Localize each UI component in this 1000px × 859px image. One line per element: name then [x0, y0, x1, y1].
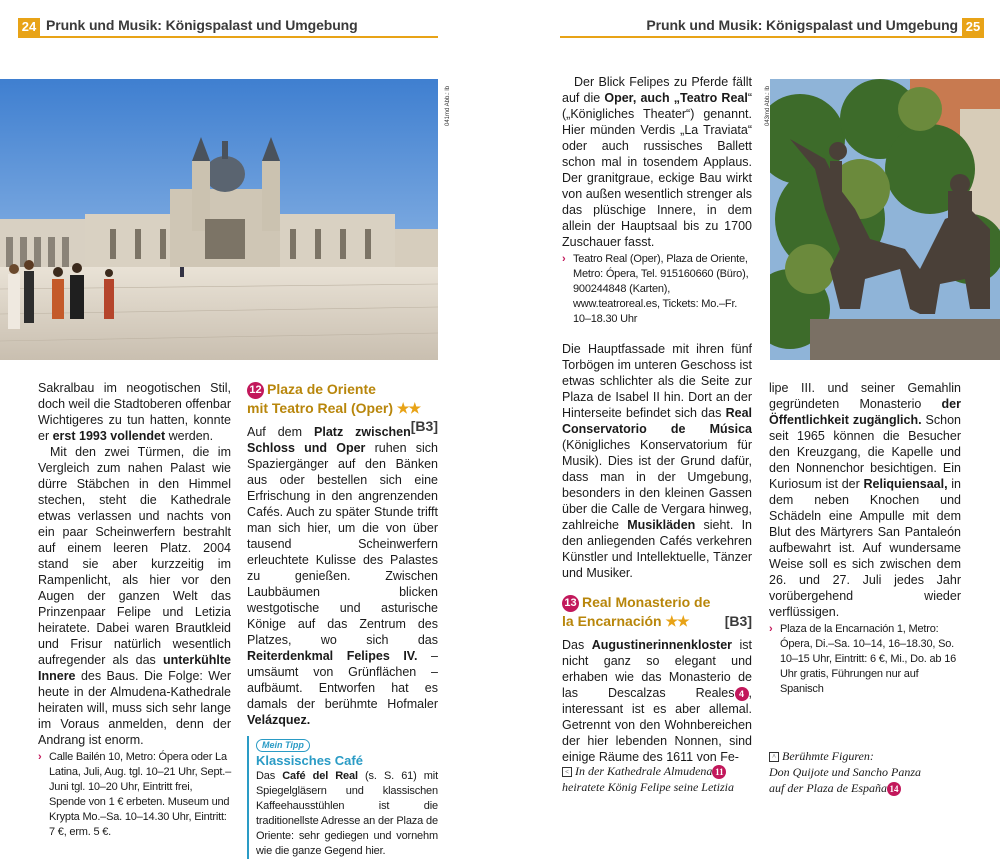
text-run: Sakralbau im neogotischen Stil, doch weil die Stadtoberen offenbar Wichtigeres zu tun hatten, konnte er — [38, 381, 231, 443]
bold-phrase: Musikläden — [627, 518, 696, 532]
paragraph-cathedral-intro — [38, 380, 231, 444]
map-pin-marker: 11 — [712, 765, 726, 779]
section-heading-13 — [562, 593, 752, 630]
text-run: lipe III. und seiner Gemahlin gegründeten Monasterio — [769, 381, 961, 411]
text-column-4 — [769, 380, 961, 697]
header-rule-left — [18, 36, 438, 38]
paragraph-encarnacion — [562, 637, 752, 765]
rating-stars: ★★ — [665, 613, 689, 629]
section-title-line2: la Encarnación — [562, 613, 662, 629]
text-run: Der Blick Felipes zu Pferde fällt auf die — [562, 75, 752, 105]
bold-phrase: Café del Real — [282, 770, 358, 782]
photo-credit-left: 041md Abb.: lb — [445, 85, 451, 126]
bold-phrase: unterkühlte Innere — [38, 653, 231, 683]
section-title-line1: Plaza de Oriente — [267, 381, 376, 397]
caption-statue-line3: auf der Plaza de España — [769, 781, 887, 795]
caption-statue-line1: Berühmte Figuren: — [782, 749, 874, 763]
photo-credit-right: 043md Abb.: lb — [765, 85, 771, 126]
info-cathedral — [38, 750, 231, 840]
text-run: Auf dem — [247, 425, 315, 439]
info-cathedral-text: Calle Bailén 10, Metro: Ópera oder La Latina, Juli, Aug. tgl. 10–21 Uhr, Sept.–Juni tgl. 10–20 Uhr, Eintritt frei, Spende von 1 € erbeten. Museum und Krypta Mo.–Sa. 10–14.30 Uhr, Eintritt: 7 €, erm. 5 €. — [49, 751, 231, 838]
map-pin-marker: 14 — [887, 782, 901, 796]
running-title-left: Prunk und Musik: Königspalast und Umgebung — [46, 17, 358, 33]
info-teatro-real — [562, 252, 752, 327]
tip-text — [256, 769, 438, 859]
text-run: – umsäumt von Grünflächen – aufbäumt. Entworfen hat es damals der berühmte Hofmaler — [247, 649, 438, 711]
text-run: Das — [562, 638, 592, 652]
paragraph-hauptfassade — [562, 341, 752, 581]
text-run: ist nicht ganz so elegant und erhaben wie das Monasterio de las Descalzas Reales — [562, 638, 752, 700]
bold-phrase: Platz zwischen Schloss und Oper — [247, 425, 411, 455]
section-number-badge: 12 — [247, 382, 264, 399]
caption-statue-line2: Don Quijote und Sancho Panza — [769, 765, 921, 779]
text-run: (s. S. 61) mit Spiegelgläsern und klassischen Kaffeehausstühlen ist die traditionellste Adresse an der Plaza de Oriente: sehr gediegen und vornehm wie die ganze Gegend hier. — [256, 770, 438, 857]
paragraph-cathedral-wedding — [38, 444, 231, 748]
info-teatro-real-text: Teatro Real (Oper), Plaza de Oriente, Metro: Ópera, Tel. 915160660 (Büro), 900244848 (Karten), www.teatroreal.es, Tickets: Mo.–Fr. 10–18.30 Uhr — [573, 253, 749, 325]
text-run: werden. — [165, 429, 214, 443]
text-column-2 — [247, 380, 438, 859]
caption-cathedral-line2: heiratete König Felipe seine Letizia — [562, 780, 734, 794]
text-column-3 — [562, 74, 752, 765]
section-title-line2: mit Teatro Real (Oper) — [247, 400, 393, 416]
info-arrow-icon: › — [769, 623, 773, 635]
tip-box — [247, 736, 438, 859]
caption-pointer-icon: < — [562, 767, 572, 777]
text-column-1 — [38, 380, 231, 840]
caption-cathedral-line1: In der Kathedrale Almudena — [575, 764, 713, 778]
tip-badge: Mein Tipp — [256, 739, 310, 752]
caption-cathedral — [562, 763, 757, 795]
text-run: Schon seit 1965 können die Besucher den Kreuzgang, die Kapelle und den Nonnenchor besichtigen. Ein Kuriosum ist der — [769, 413, 962, 491]
bold-phrase: Augustinerinnenkloster — [591, 638, 733, 652]
text-run: in dem neben Knochen und Schädeln eine Ampulle mit dem Blut des Märtyrers San Pantaleón aufbewahrt ist. Auf wundersame Weise soll es sich zwischen dem 26. und 27. Juli jedes Jahr vorübergehend wieder verflüssigen. — [769, 477, 962, 619]
caption-statue — [769, 748, 969, 796]
text-run: Mit den zwei Türmen, die im Vergleich zum nahen Palast wie dürre Stäbchen in den Himmel stechen, steht die Kathedrale etwas verlassen und nachts von ein paar Scheinwerfern bestrahlt auf einem leeren Platz. 2004 stand sie aber kurzzeitig im Rampenlicht, als hier vor den Augen der ganzen Welt das Prinzenpaar Felipe und Letizia heiratete. Dabei waren Brautkleid und Frisur natürlich wesentlich aufregender als das — [38, 445, 231, 667]
page-number-right: 25 — [962, 18, 984, 36]
bold-phrase: Velázquez. — [247, 713, 311, 727]
bold-phrase: der Öffentlichkeit zugänglich. — [769, 397, 961, 427]
paragraph-encarnacion-part2: , interessant ist es aber allemal. Getrennt von den Wohnbereichen der hier lebenden Nonnen, sind einige Räume des 1611 von Fe- — [562, 686, 752, 764]
header-rule-right — [560, 36, 984, 38]
map-grid-ref: [B3] — [724, 613, 752, 629]
tip-title: Klassisches Café — [256, 753, 363, 768]
text-run: (Königliches Konservatorium für Musik). Dies ist der Grund dafür, dass man in der Umgebung, besonders in den kleinen Gassen über die Calle de Vergara hinweg, zahlreiche — [562, 438, 752, 532]
caption-pointer-icon: ^ — [769, 752, 779, 762]
text-run: sieht. In den anliegenden Cafés verkehren Künstler und Intellektuelle, Tänzer und Musiker. — [562, 518, 753, 580]
paragraph-plaza-oriente — [247, 424, 438, 728]
text-run: “ („Königliches Theater“) genannt. Hier münden Verdis „La Traviata“ oder auch russisches Ballett schon mal in tosendem Applaus. Der granitgraue, eckige Bau wirkt von außen wesentlich strenger als das plüschige Innere, in dem allein der Hauptsaal bis zu 1700 Zuschauer fasst. — [562, 91, 752, 249]
photo-almudena-cathedral — [0, 79, 438, 360]
running-title-right: Prunk und Musik: Königspalast und Umgebung — [646, 17, 958, 33]
section-number-badge: 13 — [562, 595, 579, 612]
text-run: Die Hauptfassade mit ihren fünf Torbögen im unteren Geschoss ist etwas schlichter als die Seite zur Plaza de Isabel II hin. Dort an der Hinterseite befindet sich das — [562, 342, 752, 420]
section-title-line1: Real Monasterio de — [582, 594, 711, 610]
info-arrow-icon: › — [38, 751, 42, 763]
bold-phrase: erst 1993 vollendet — [52, 429, 166, 443]
text-run: des Baus. Die Folge: Wer heute in der Almudena-Kathedrale heiraten will, muss sich sehr lange im Voraus anmelden, denn der Andrang ist enorm. — [38, 669, 231, 747]
bold-phrase: Reliquiensaal, — [863, 477, 948, 491]
map-pin-marker: 4 — [735, 687, 749, 701]
photo-don-quijote-statue — [770, 79, 1000, 360]
map-grid-ref: [B3] — [410, 418, 438, 434]
paragraph-monasterio — [769, 380, 961, 620]
info-encarnacion-text: Plaza de la Encarnación 1, Metro: Ópera, Di.–Sa. 10–14, 16–18.30, So. 10–15 Uhr, Eintritt: 6 €, Mi., Do. ab 16 Uhr gratis, Führungen nur auf Spanisch — [780, 623, 957, 695]
page-number-left: 24 — [18, 18, 40, 36]
bold-phrase: Reiterdenkmal Felipes IV. — [247, 649, 418, 663]
bold-phrase: Real Conservatorio de Música — [562, 406, 752, 436]
paragraph-opera — [562, 74, 752, 250]
text-run: Das — [256, 770, 283, 782]
info-arrow-icon: › — [562, 253, 566, 265]
text-run: ruhen sich Spaziergänger auf den Bänken aus oder bestellen sich eine Erfrischung in den angrenzenden Cafés. Auch zu später Stunde trifft man sich hier, um die von über tausend Scheinwerfern erleuchtete Kulisse des Palastes zu genießen. Zwischen Laubbäumen blicken westgotische und asturische Könige auf das Zentrum des Platzes, wo sich das — [247, 441, 438, 647]
rating-stars: ★★ — [396, 400, 420, 416]
paragraph-encarnacion-part1 — [562, 638, 752, 700]
bold-phrase: Oper, auch „Teatro Real — [604, 91, 748, 105]
info-encarnacion — [769, 622, 961, 697]
